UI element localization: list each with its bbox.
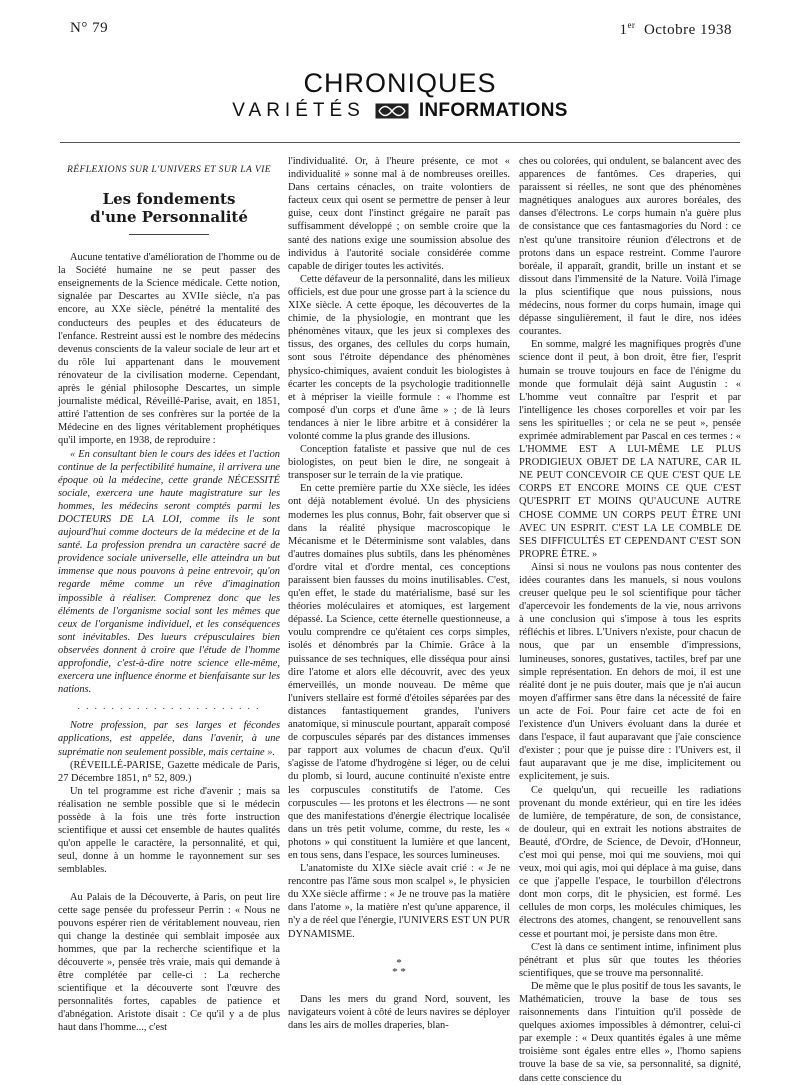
column-3 (519, 155, 741, 1085)
article-title-line1: Les fondements (102, 190, 236, 209)
ornament-icon (375, 103, 409, 119)
date-rest: Octobre 1938 (643, 22, 732, 38)
separator-dots: . . . . . . . . . . . . . . . . . . . . . . (77, 701, 261, 712)
column-1 (58, 155, 280, 1035)
paragraph: Ce quelqu'un, qui recueille les radiations provenant du monde extérieur, qui en tire les idées de lumière, de température, de son, de consistance, de douleur, qui en extrait les notions abstraites de Beauté, d'Ordre, de Science, de Devoir, d'Honneur, c'est moi qui pense, moi qui me souviens, moi qui veux, moi qui agis, moi qui déplace à ma guise, dans ce que j'appelle l'espace, le tourbillon d'électrons dont mon corps, dit le physicien, est formé. Les cellules de mon corps, les molécules chimiques, les électrons des atomes, changent, se renouvellent sans cesse et pourtant moi, je persiste dans mon être. (519, 784, 741, 940)
paragraph: Conception fataliste et passive que nul de ces biologistes, on peut bien le dire, ne songeait à transposer sur le terrain de la vie pratique. (288, 444, 510, 482)
title-rule (129, 234, 209, 235)
masthead-right: INFORMATIONS (418, 100, 568, 121)
paragraph: l'individualité. Or, à l'heure présente, ce mot « individualité » sonne mal à de nombreuses oreilles. Dans certains cénacles, on traite volontiers de facteux ceux qui osent se permettre de penser à leur guise, ceux dont l'instinct grégaire ne paraît pas suffisamment développé ; on semble croire que la santé des nations exige une soumission absolue des individus à l'autorité sociale considérée comme capable de diriger toutes les activités. (288, 156, 510, 272)
masthead-left: VARIÉTÉS (232, 100, 365, 121)
issue-date (619, 20, 732, 39)
quote-continuation: Notre profession, par ses larges et fécondes applications, est appelée, dans l'avenir, à une suprématie non seulement possible, mais certaine ». (58, 720, 280, 758)
date-sup: er (627, 20, 636, 30)
column-2 (288, 155, 510, 1032)
asterism: * * * (392, 956, 406, 978)
paragraph: Aucune tentative d'amélioration de l'homme ou de la Société humaine ne se peut passer des enseignements de la Science médicale. Cette notion, signalée par Descartes au XVIIe siècle, n'a pas encore, au XXe siècle, pénétré la mentalité des conducteurs des peuples et des éducateurs de l'enfance. Restreint aussi est le nombre des médecins devenus conscients de la valeur sociale de leur art et du rôle lui appartenant dans le mouvement rénovateur de la civilisation moderne. Cependant, après le génial philosophe Descartes, un simple journaliste médical, Réveillé-Parise, avait, en 1851, attiré l'attention de ses confrères sur la portée de la Médecine en des lignes véritablement prophétiques qu'il importe, en 1938, de reproduire : (58, 252, 280, 447)
paragraph: Un tel programme est riche d'avenir ; mais sa réalisation ne semble possible que si le médecin possède à la fois une très forte instruction scientifique et aussi cet ensemble de hautes qualités qu'on appelle le caractère, la personnalité, et qui, seul, donne à un homme le rayonnement sur ses semblables. (58, 785, 280, 876)
citation: (RÉVEILLÉ-PARISE, Gazette médicale de Paris, 27 Décembre 1851, n° 52, 809.) (58, 759, 280, 784)
paragraph: En cette première partie du XXe siècle, les idées ont déjà notablement évolué. Un des physiciens modernes les plus connus, Bohr, fait observer que si dans la réalité physique macroscopique le Mécanisme et le Déterminisme sont valables, dans d'autres domaines plus subtils, dans les phénomènes d'ordre vital et d'ordre mental, ces conceptions paraissent bien fausses du moins inutilisables. C'est, qu'en effet, le stade du matérialisme, basé sur les théories moléculaires et atomiques, est largement dépassé. La Science, cette éternelle questionneuse, a voulu comprendre ce qu'étaient ces corps simples, isolés et dénombrés par la Chimie. Grâce à la puissance de ses techniques, elle disséqua pour ainsi dire l'atome et alors elle découvrit, avec des yeux émerveillés, un monde nouveau. De même que l'univers stellaire est formé d'étoiles séparées par des distances fantastiquement grandes, l'univers anatomique, si minuscule pourtant, apparaît composé de corpuscules séparés par des distances immenses par rapport aux volumes de chacun d'eux. Qu'il s'agisse de l'atome d'hydrogène si léger, ou de celui du plomb, si lourd, aucune continuité n'existe entre les corpuscules constitutifs de l'atome. Ces corpuscules — les protons et les électrons — ne sont que des manifestations d'énergie électrique localisée dans un très petit volume, comme, du reste, les « photons » qui constituent la lumière et que lancent, en tous sens, dans l'espace, les sources lumineuses. (288, 483, 510, 861)
masthead (0, 68, 800, 122)
paragraph: ches ou colorées, qui ondulent, se balancent avec des apparences de fantômes. Ces draperies, qui paraissent si réelles, ne sont que des phénomènes magnétiques analogues aux aurores boréales, des danses d'électrons. Le corps humain n'a guère plus de consistance que ces fantasmagories du Nord : ce n'est qu'une transitoire réunion d'électrons et de protons dans un espace restreint. Comme l'aurore boréale, il apparaît, grandit, brille un instant et se dissout dans l'immensité de la Nature. Voilà l'image la plus scientifique que nous puissions, nous médecins, nous former du corps humain, image qui dépasse singulièrement, il faut le dire, nos idées courantes. (519, 156, 741, 338)
paragraph: En somme, malgré les magnifiques progrès d'une science dont il peut, à bon droit, être fier, l'esprit humain se trouve toujours en face de l'énigme du monde que formulait déjà saint Augustin : « L'homme veut connaître par l'esprit et par l'intelligence les choses corporelles et voir par les sens les spirituelles ; or cela ne se peut », pensée exprimée admirablement par Pascal en ces termes : « L'HOMME EST A LUI-MÊME LE PLUS PRODIGIEUX OBJET DE LA NATURE, CAR IL NE PEUT CONCEVOIR CE QUE C'EST QUE LE CORPS ET ENCORE MOINS CE QUE C'EST QU'ESPRIT ET MOINS QU'AUCUNE AUTRE CHOSE COMME UN CORPS PEUT ÊTRE UNI AVEC UN ESPRIT. C'EST LA LE COMBLE DE SES DIFFICULTÉS ET CEPENDANT C'EST SON PROPRE ÊTRE. » (519, 339, 741, 560)
gap (58, 877, 280, 891)
paragraph: Ainsi si nous ne voulons pas nous contenter des idées courantes dans les manuels, si nous voulons creuser quelque peu le sol scientifique pour tâcher d'apercevoir les fondements de la vie, nous arrivons à une conclusion qui s'impose à tous les esprits réfléchis et libres. L'Univers n'existe, pour chacun de nous, que par un ensemble d'impressions, lumineuses, sonores, gustatives, tactiles, bref par une simple représentation. En dehors de moi, il est une réalité dont je ne puis douter, mais que je n'ai aucun moyen d'affirmer sans être dans la nécessité de faire un acte de Foi. Pour faire cet acte de foi en l'existence d'un Univers évoluant dans la durée et dans l'espace, il faut auparavant que j'aie conscience d'exister ; pour que je puisse dire : l'Univers est, il faut auparavant que je me dise, implicitement ou explicitement, je suis. (519, 561, 741, 783)
paragraph: L'anatomiste du XIXe siècle avait crié : « Je ne rencontre pas l'âme sous mon scalpel », le physicien du XXe siècle affirme : « Je ne trouve pas la matière dans l'atome », la matière n'est qu'une apparence, il n'y a de réel que l'énergie, l'UNIVERS EST UN PUR DYNAMISME. (288, 863, 510, 940)
paragraph: De même que le plus positif de tous les savants, le Mathématicien, trouve la base de tous ses raisonnements dans l'intuition qu'il possède de quelques axiomes impossibles à démontrer, celui-ci par exemple : « Deux quantités égales à une même troisième sont égales entre elles », l'homo sapiens trouve la base de sa vie, sa personnalité, sa dignité, dans cette conscience du (519, 980, 741, 1084)
masthead-subtitle (0, 100, 800, 122)
date-day: 1 (619, 22, 628, 38)
header-rule (60, 142, 740, 143)
paragraph: C'est là dans ce sentiment intime, infiniment plus pénétrant et plus sûr que toutes les théories scientifiques, que se trouve ma personnalité. (519, 941, 741, 979)
article-title (58, 190, 280, 226)
paragraph: Dans les mers du grand Nord, souvent, les navigateurs voient à côté de leurs navires se déployer dans les airs de molles draperies, blan- (288, 993, 510, 1031)
article-title-line2: d'une Personnalité (90, 208, 248, 227)
paragraph: Cette défaveur de la personnalité, dans les milieux officiels, est due pour une grosse part à la science du XIXe siècle. A cette époque, les découvertes de la chimie, de la physiologie, en montrant que les phénomènes vitaux, que les jeux si complexes des tissus, des organes, des cellules du corps humain, sont sous l'étroite dépendance des phénomènes physico-chimiques, avaient conduit les biologistes à écarter les concepts de la psychologie traditionnelle et à mépriser la vieille formule : « l'homme est composé d'un corps et d'une âme » ; de là leurs tendances à nier le libre arbitre et à considérer la volonté comme la plus grande des illusions. (288, 273, 510, 442)
paragraph: Au Palais de la Découverte, à Paris, on peut lire cette sage pensée du professeur Perrin : « Nous ne pouvons espérer rien de véritablement nouveau, rien qui change la destinée qui semblait imposée aux hommes, que par la recherche scientifique et la découverte », pensée très vraie, mais qui demande à être complétée par celle-ci : La recherche scientifique et la découverte sont l'œuvre des personnalités fortes, capables de patience et d'abnégation. Aristote disait : Ce qu'il y a de plus haut dans l'homme..., c'est (58, 891, 280, 1034)
issue-number: N° 79 (70, 20, 109, 36)
article-kicker: RÉFLEXIONS SUR L'UNIVERS ET SUR LA VIE (67, 164, 271, 175)
quote-reveille-parise: « En consultant bien le cours des idées et l'action continue de la perfectibilité humaine, il arrivera une époque où la médecine, cette grande NÉCESSITÉ sociale, exercera une haute magistrature sur les hommes, les médecins seront comptés parmi les DOCTEURS DE LA LOI, comme ils le sont aujourd'hui comme docteurs de la médecine et de la santé. La profession prendra un caractère sacré de providence sociale universelle, elle atteindra un but immense que nous pouvons à peine entrevoir, qu'on regarde même comme un rêve d'imagination impossible à réaliser. Comprenez donc que les éléments de l'organisme social sont les mêmes que ceux de l'organisme individuel, et les conséquences sont inévitables. Des lueurs crépusculaires bien observées donnent à croire que l'étude de l'homme approfondie, c'est-à-dire notre science elle-même, exercera une influence énorme et bienfaisante sur les nations. (58, 448, 280, 696)
masthead-title: CHRONIQUES (303, 68, 497, 98)
